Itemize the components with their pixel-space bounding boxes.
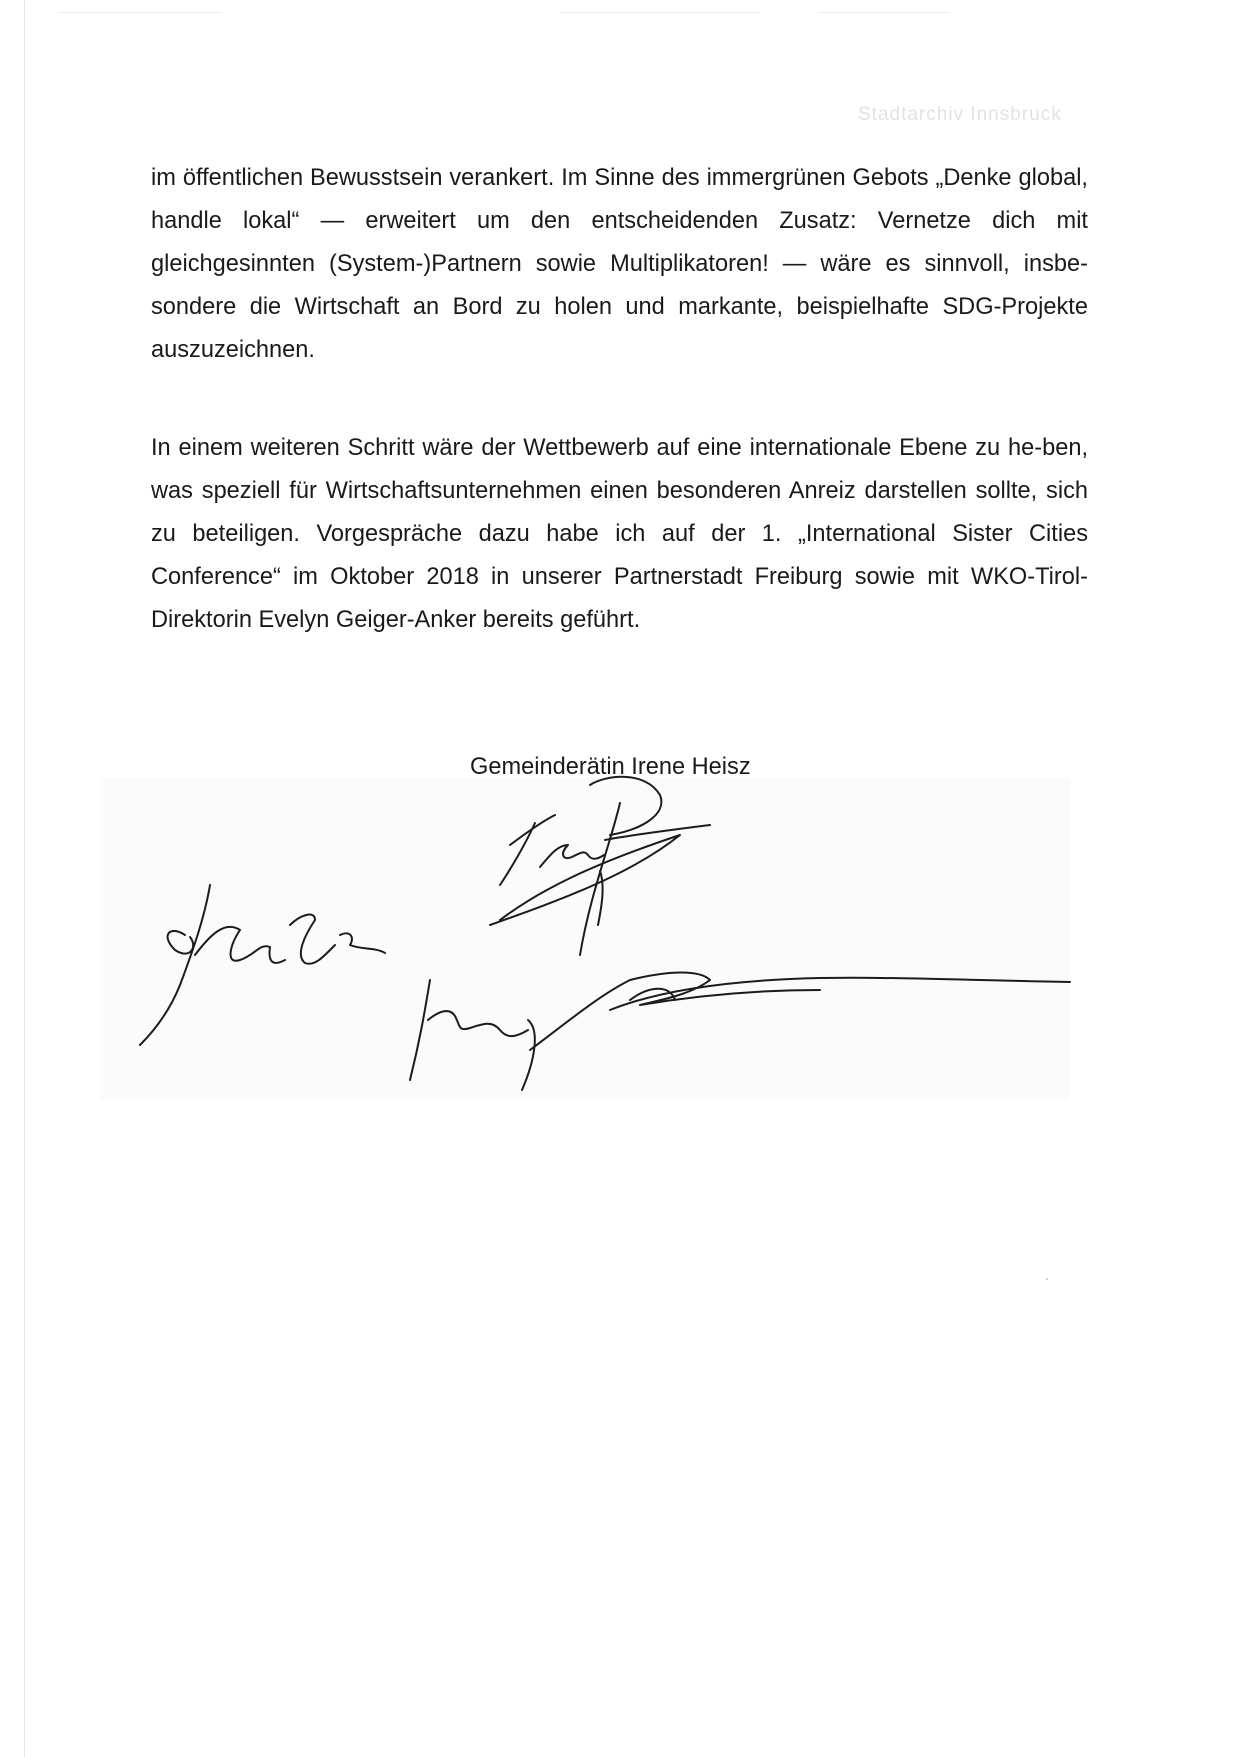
signature-caption: Gemeinderätin Irene Heisz bbox=[470, 754, 751, 780]
scan-edge bbox=[24, 0, 25, 1757]
scan-top-line bbox=[560, 12, 760, 13]
body-paragraph-1: im öffentlichen Bewusstsein verankert. Im Sinne des immergrünen Gebots „Denke global, handle lokal“ — erweitert um den entscheidenden Zusatz: Vernetze dich mit gleichgesinnten (System-)Partnern sowie Multiplikatoren! — wäre es sinnvoll, insbe-sondere die Wirtschaft an Bord zu holen und markante, beispielhafte SDG-Projekte auszuzeichnen. bbox=[151, 165, 1088, 363]
scan-top-line bbox=[60, 12, 220, 13]
scan-top-line bbox=[820, 12, 950, 13]
signature-right bbox=[400, 950, 1090, 1110]
body-paragraph-2: In einem weiteren Schritt wäre der Wettbewerb auf eine internationale Ebene zu he-ben, was speziell für Wirtschaftsunternehmen einen besonderen Anreiz darstellen sollte, sich zu beteiligen. Vorgespräche dazu habe ich auf der 1. „International Sister Cities Conference“ im Oktober 2018 in unserer Partnerstadt Freiburg sowie mit WKO-Tirol-Direktorin Evelyn Geiger-Anker bereits geführt. bbox=[151, 435, 1088, 633]
signature-irene-heisz bbox=[480, 775, 800, 975]
signature-left bbox=[100, 875, 430, 1055]
faint-stamp-text: Stadtarchiv Innsbruck bbox=[858, 104, 1062, 125]
scan-speck bbox=[1046, 1278, 1048, 1280]
